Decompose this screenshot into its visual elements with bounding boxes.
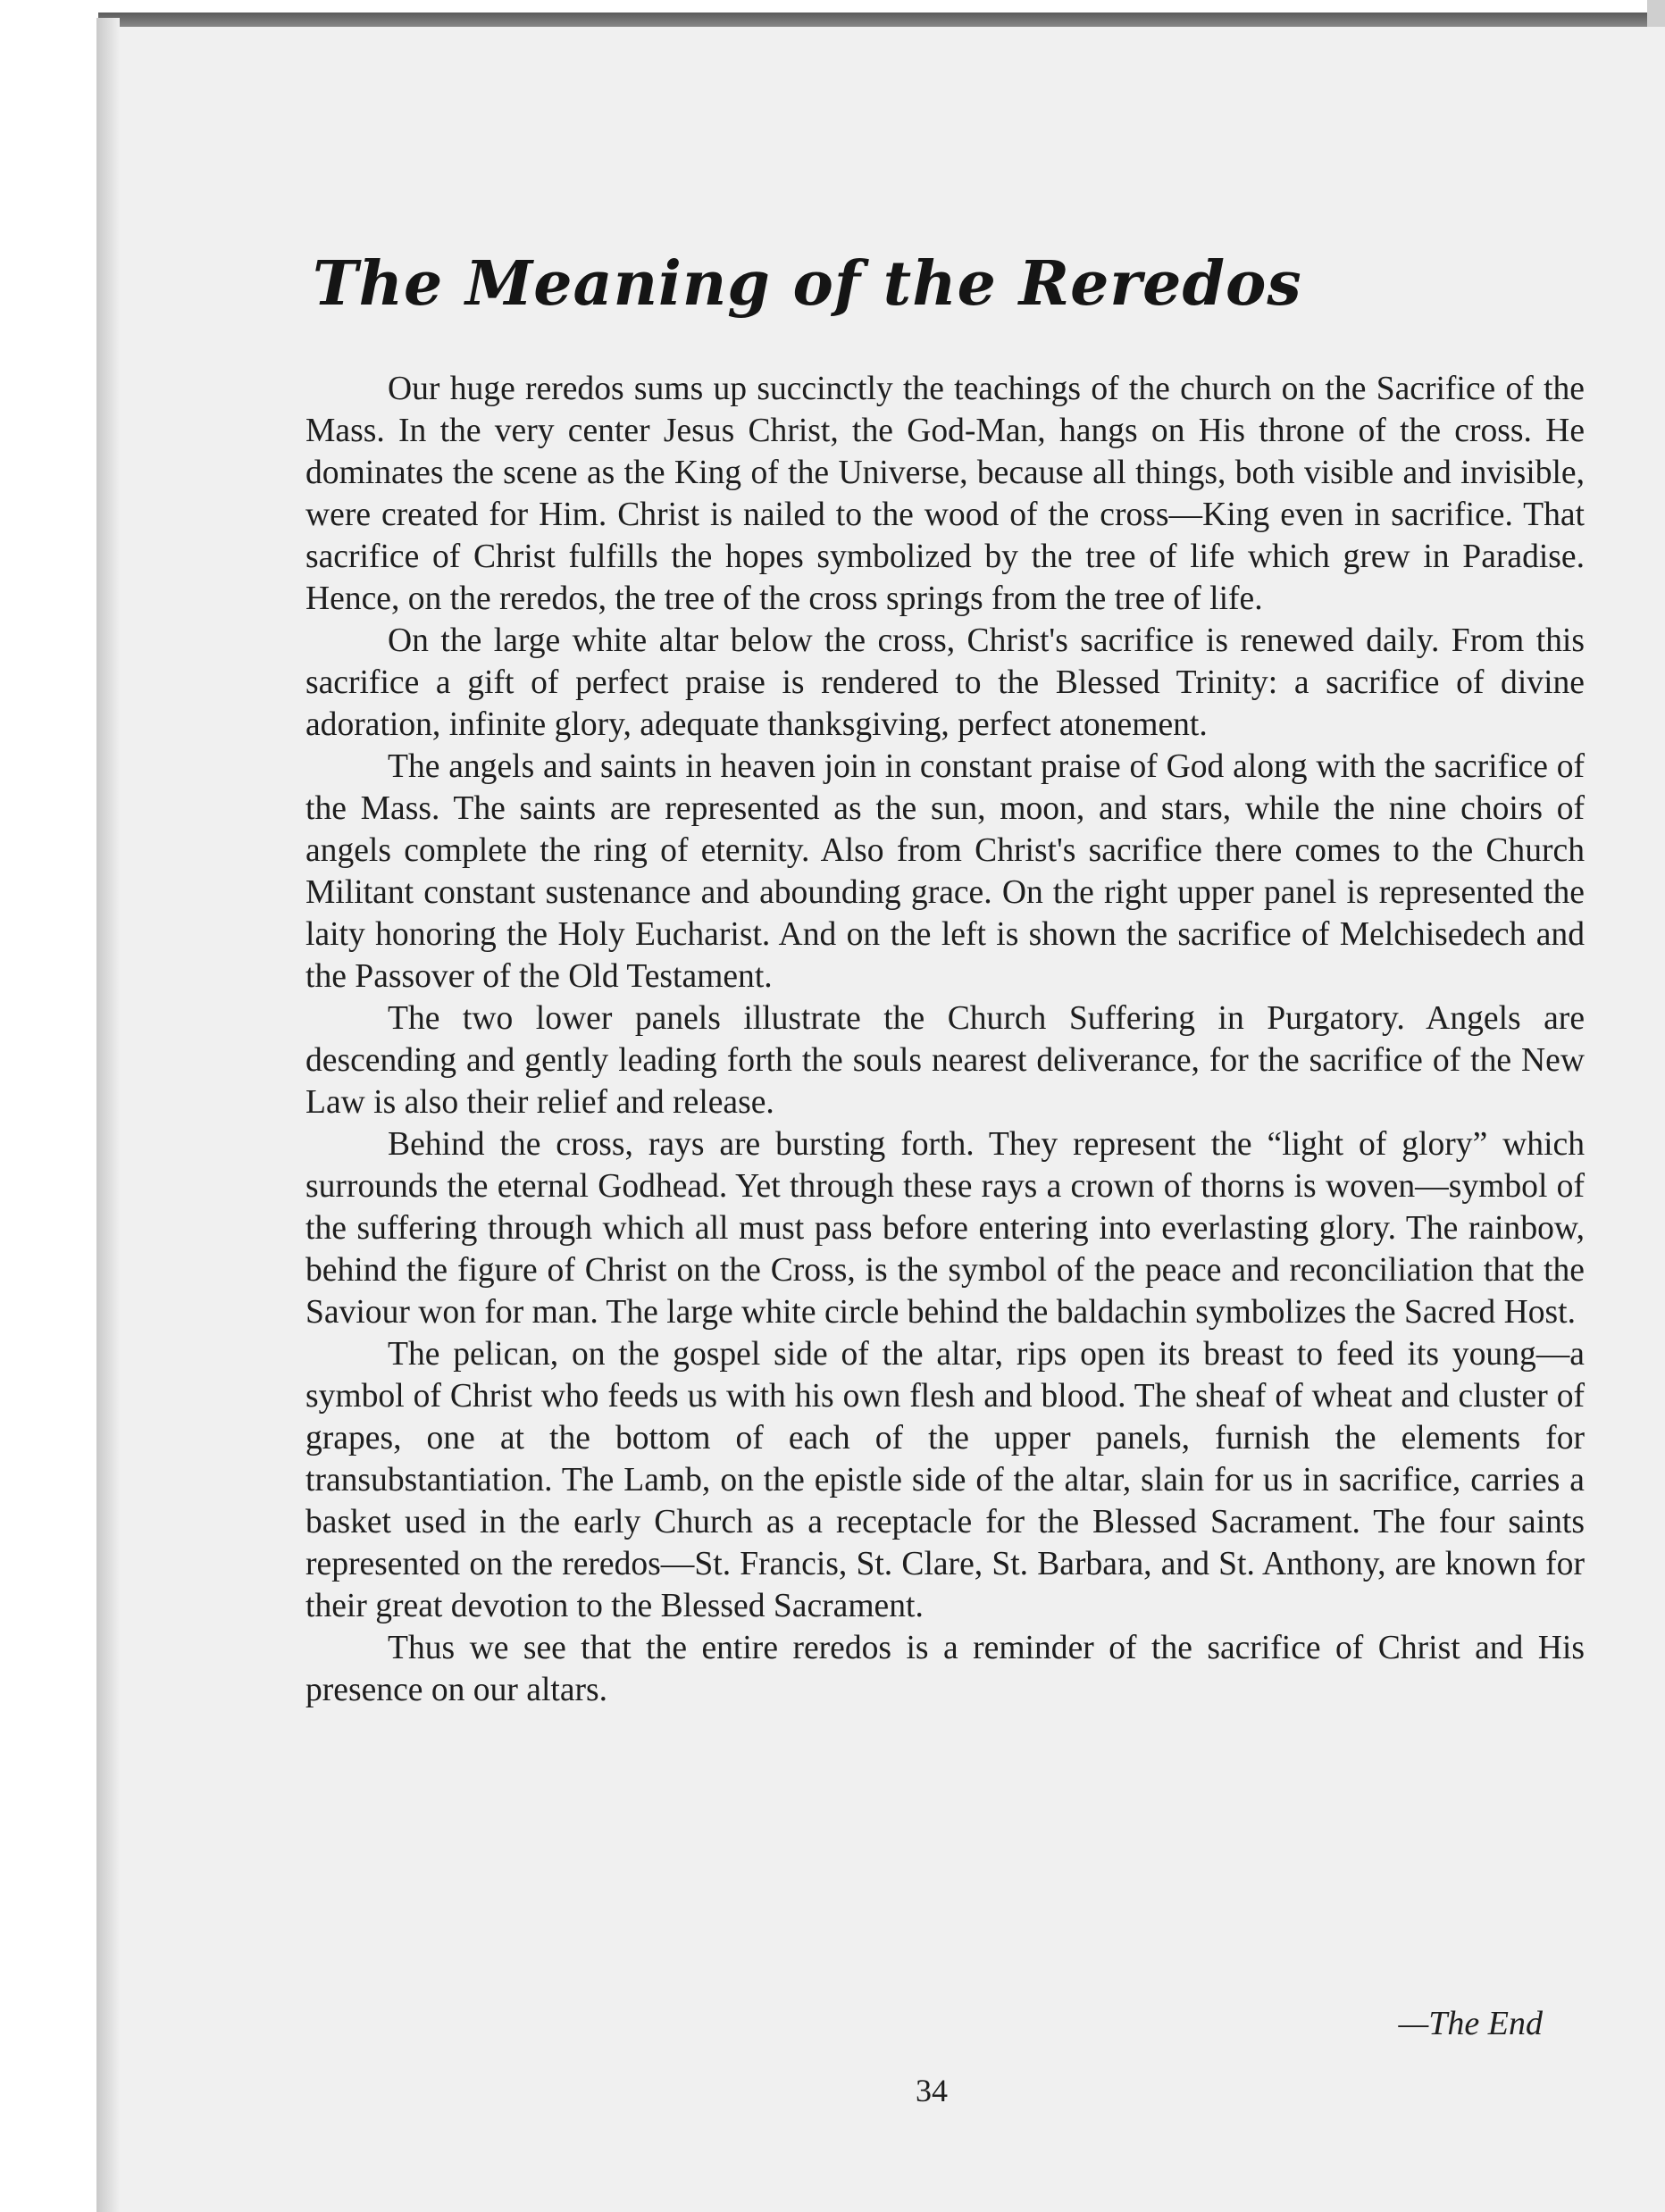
closing-signoff: —The End xyxy=(1398,2005,1543,2042)
paragraph: The two lower panels illustrate the Church Suffering in Purgatory. Angels are descending and gently leading forth the souls nearest deliverance, for the sacrifice of the New Law is also their relief and release. xyxy=(305,1000,1585,1121)
page-title: The Meaning of the Reredos xyxy=(313,248,1302,320)
paragraph: Behind the cross, rays are bursting forth. They represent the “light of glory” which surrounds the eternal Godhead. Yet through these rays a crown of thorns is woven—symbol of the suffering through which all must pass before entering into everlasting glory. The rainbow, behind the figure of Christ on the Cross, is the symbol of the peace and reconciliation that the Saviour won for man. The large white circle behind the baldachin symbolizes the Sacred Host. xyxy=(305,1126,1585,1331)
paragraph: Our huge reredos sums up succinctly the teachings of the church on the Sacrifice of the Mass. In the very center Jesus Christ, the God-Man, hangs on His throne of the cross. He dominates the scene as the King of the Universe, because all things, both visible and invisible, were created for Him. Christ is nailed to the wood of the cross—King even in sacrifice. That sacrifice of Christ fulfills the hopes symbolized by the tree of life which grew in Paradise. Hence, on the reredos, the tree of the cross springs from the tree of life. xyxy=(305,371,1585,617)
page-number: 34 xyxy=(916,2073,948,2108)
page-left-edge xyxy=(96,18,120,2212)
paragraph: The angels and saints in heaven join in constant praise of God along with the sacrifice of the Mass. The saints are represented as the sun, moon, and stars, while the nine choirs of angels complete the ring of eternity. Also from Christ's sacrifice there comes to the Church Militant constant sustenance and abounding grace. On the right upper panel is represented the laity honoring the Holy Eucharist. And on the left is shown the sacrifice of Melchisedech and the Passover of the Old Testament. xyxy=(305,748,1585,995)
paragraph: The pelican, on the gospel side of the altar, rips open its breast to feed its young—a symbol of Christ who feeds us with his own flesh and blood. The sheaf of wheat and cluster of grapes, one at the bottom of each of the upper panels, furnish the elements for transubstantiation. The Lamb, on the epistle side of the altar, slain for us in sacrifice, carries a basket used in the early Church as a receptacle for the Blessed Sacrament. The four saints represented on the reredos—St. Francis, St. Clare, St. Barbara, and St. Anthony, are known for their great devotion to the Blessed Sacrament. xyxy=(305,1336,1585,1624)
paragraph: On the large white altar below the cross, Christ's sacrifice is renewed daily. From this sacrifice a gift of perfect praise is rendered to the Blessed Trinity: a sacrifice of divine adoration, infinite glory, adequate thanksgiving, perfect atonement. xyxy=(305,622,1585,743)
paragraph: Thus we see that the entire reredos is a reminder of the sacrifice of Christ and His presence on our altars. xyxy=(305,1630,1585,1708)
body-text xyxy=(305,368,1585,1711)
